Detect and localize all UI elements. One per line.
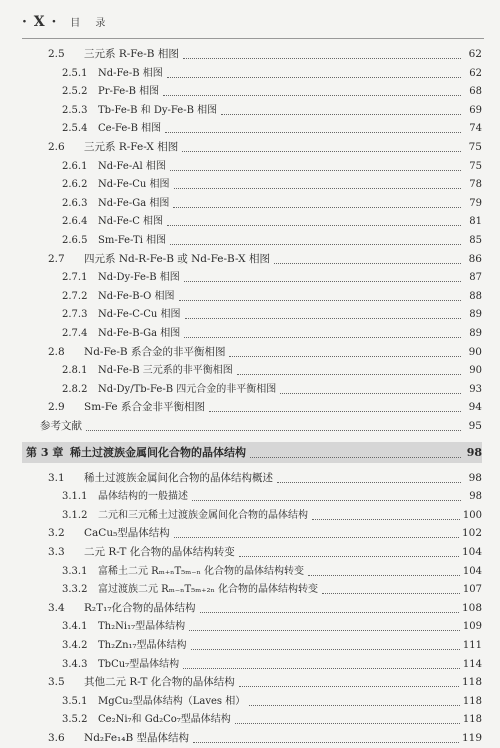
entry-page-number: 114 — [462, 658, 482, 670]
entry-number: 2.8.2 — [62, 383, 88, 395]
toc-entry[interactable] — [62, 487, 482, 506]
entry-page-number: 81 — [469, 216, 482, 228]
dot-leader — [167, 76, 461, 78]
entry-title: 四元系 Nd-R-Fe-B 或 Nd-Fe-B-X 相图 — [84, 252, 270, 265]
entry-number: 2.6.4 — [62, 216, 88, 228]
entry-title: Nd-Dy/Tb-Fe-B 四元合金的非平衡相图 — [98, 383, 277, 395]
toc-entry[interactable] — [48, 398, 482, 417]
chapter-entry[interactable] — [22, 442, 482, 463]
entry-number: 3.4.2 — [62, 640, 88, 651]
toc-entry[interactable] — [40, 417, 482, 436]
dot-leader — [280, 392, 461, 394]
entry-page-number: 107 — [462, 584, 482, 596]
dot-leader — [183, 667, 460, 669]
toc-entry[interactable] — [62, 64, 482, 83]
toc-entry[interactable] — [62, 194, 482, 213]
entry-page-number: 102 — [461, 527, 482, 540]
entry-page-number: 98 — [469, 491, 482, 503]
toc-entry[interactable] — [62, 710, 482, 729]
header-rule — [22, 38, 484, 39]
entry-number: 2.6.5 — [62, 235, 88, 246]
entry-title: Nd-Fe-B-Ga 相图 — [98, 328, 181, 339]
entry-number: 2.7.1 — [62, 272, 88, 284]
toc-entry[interactable] — [62, 157, 482, 176]
entry-title: Nd-Fe-C-Cu 相图 — [98, 309, 181, 321]
entry-number: 2.5 — [48, 48, 65, 60]
dot-leader — [221, 113, 461, 115]
entry-number: 2.7.3 — [62, 309, 88, 321]
entry-page-number: 104 — [462, 565, 482, 577]
entry-page-number: 104 — [461, 546, 482, 558]
entry-title: 晶体结构的一般描述 — [98, 491, 188, 503]
entry-title: Ce₂Ni₇和 Gd₂Co₇型晶体结构 — [98, 714, 231, 726]
dot-leader — [189, 629, 460, 631]
dot-leader — [174, 536, 459, 538]
entry-number: 3.1.1 — [62, 491, 88, 503]
dot-leader — [170, 169, 461, 171]
entry-number: 2.5.1 — [62, 67, 88, 79]
entry-page-number: 118 — [462, 695, 482, 707]
entry-page-number: 87 — [469, 272, 482, 284]
toc-entry[interactable] — [62, 692, 482, 711]
toc-entry[interactable] — [48, 673, 482, 692]
entry-title: 其他二元 R-T 化合物的晶体结构 — [84, 676, 235, 689]
entry-page-number: 119 — [461, 732, 482, 744]
toc-entry[interactable] — [48, 543, 482, 562]
entry-number: 3.5.1 — [62, 695, 88, 707]
entry-number: 2.6.3 — [62, 197, 88, 209]
entry-page-number: 118 — [462, 714, 482, 726]
entry-title: 参考文献 — [40, 420, 82, 432]
entry-title: Nd₂Fe₁₄B 型晶体结构 — [84, 732, 190, 744]
entry-page-number: 108 — [461, 601, 482, 614]
entry-title: Th₂Zn₁₇型晶体结构 — [98, 640, 187, 651]
entry-title: MgCu₂型晶体结构（Laves 相） — [98, 695, 246, 707]
entry-number: 2.8 — [48, 345, 65, 358]
dot-leader — [179, 299, 461, 301]
entry-page-number: 109 — [462, 621, 482, 633]
toc-entry[interactable] — [62, 361, 482, 380]
dot-leader — [182, 150, 461, 152]
entry-number: 2.5.2 — [62, 86, 88, 98]
entry-title: Nd-Fe-Ga 相图 — [98, 197, 170, 209]
entry-page-number: 62 — [469, 67, 482, 79]
dot-leader — [229, 355, 461, 357]
entry-page-number: 90 — [468, 345, 482, 358]
toc-entry[interactable] — [48, 250, 482, 269]
toc-entry[interactable] — [48, 469, 482, 488]
entry-page-number: 88 — [469, 290, 482, 302]
toc-entry[interactable] — [62, 212, 482, 231]
entry-page-number: 75 — [469, 160, 482, 172]
entry-title: CaCu₅型晶体结构 — [84, 527, 170, 540]
dot-leader — [277, 481, 461, 483]
entry-number: 3.1.2 — [62, 509, 88, 521]
dot-leader — [322, 592, 460, 594]
toc-entry[interactable] — [48, 45, 482, 64]
entry-page-number: 89 — [469, 309, 482, 321]
toc-entry[interactable] — [62, 231, 482, 250]
entry-number: 3.3 — [48, 546, 65, 558]
entry-title: 稀土过渡族金属间化合物的晶体结构 — [70, 445, 246, 459]
entry-number: 3.4 — [48, 601, 65, 614]
dot-leader — [184, 336, 461, 338]
dot-leader — [237, 373, 461, 375]
page-header — [22, 14, 111, 36]
entry-title: Nd-Fe-B-O 相图 — [98, 290, 175, 302]
dot-leader — [312, 518, 460, 520]
entry-page-number: 100 — [462, 509, 482, 521]
entry-title: Nd-Dy-Fe-B 相图 — [98, 272, 180, 284]
toc-entry[interactable] — [62, 580, 482, 599]
entry-number: 3.4.3 — [62, 658, 88, 670]
entry-number: 3.3.2 — [62, 584, 88, 596]
toc-entry[interactable] — [48, 729, 482, 748]
entry-number: 3.5.2 — [62, 714, 88, 726]
entry-title: Sm-Fe-Ti 相图 — [98, 235, 167, 246]
dot-leader — [173, 206, 461, 208]
dot-leader — [185, 317, 461, 319]
dot-leader — [235, 722, 460, 724]
dot-leader — [192, 499, 461, 501]
entry-title: Tb-Fe-B 和 Dy-Fe-B 相图 — [98, 104, 218, 116]
dot-leader — [209, 410, 461, 412]
toc-entry[interactable] — [62, 101, 482, 120]
entry-title: 富稀土二元 Rₘ₊ₙT₅ₘ₋ₙ 化合物的晶体结构转变 — [98, 565, 305, 577]
dot-leader — [274, 262, 461, 264]
entry-title: Nd-Fe-Cu 相图 — [98, 179, 170, 191]
toc-entry[interactable] — [48, 343, 482, 362]
entry-number: 2.6.1 — [62, 160, 88, 172]
entry-number: 2.6 — [48, 141, 65, 153]
dot-leader — [174, 187, 462, 189]
entry-title: Nd-Fe-B 系合金的非平衡相图 — [84, 345, 226, 358]
toc-entry[interactable] — [62, 655, 482, 674]
page-marker: · X · — [22, 14, 58, 30]
entry-number: 3.3.1 — [62, 565, 88, 577]
dot-leader — [193, 741, 459, 743]
entry-number: 2.5.4 — [62, 123, 88, 135]
entry-title: Nd-Fe-C 相图 — [98, 216, 164, 228]
running-title: 目 录 — [70, 18, 112, 29]
dot-leader — [191, 648, 460, 650]
toc-entry[interactable] — [62, 268, 482, 287]
toc-entry[interactable] — [62, 324, 482, 343]
toc-entry[interactable] — [62, 175, 482, 194]
toc-entry[interactable] — [62, 287, 482, 306]
entry-number: 2.5.3 — [62, 104, 88, 116]
dot-leader — [86, 429, 461, 431]
entry-page-number: 111 — [462, 640, 482, 651]
dot-leader — [200, 611, 459, 613]
entry-title: TbCu₇型晶体结构 — [98, 658, 180, 670]
dot-leader — [184, 280, 461, 282]
toc-entry[interactable] — [48, 599, 482, 618]
entry-page-number: 90 — [469, 365, 482, 377]
entry-page-number: 69 — [469, 104, 482, 116]
toc-entry[interactable] — [62, 82, 482, 101]
entry-title: Ce-Fe-B 相图 — [98, 123, 162, 135]
entry-page-number: 74 — [469, 123, 482, 135]
entry-page-number: 95 — [468, 420, 482, 432]
entry-page-number: 62 — [468, 48, 482, 60]
entry-number: 第 3 章 — [26, 445, 64, 459]
dot-leader — [239, 555, 459, 557]
entry-page-number: 98 — [468, 471, 482, 484]
entry-title: Nd-Fe-B 相图 — [98, 67, 163, 79]
entry-page-number: 94 — [468, 401, 482, 414]
entry-title: Sm-Fe 系合金非平衡相图 — [84, 401, 205, 414]
entry-number: 3.6 — [48, 732, 65, 744]
entry-page-number: 118 — [461, 676, 482, 689]
toc-entry[interactable] — [62, 562, 482, 581]
entry-page-number: 89 — [469, 328, 482, 339]
entry-number: 3.5 — [48, 676, 65, 689]
entry-number: 2.7 — [48, 252, 65, 265]
dot-leader — [170, 243, 461, 245]
entry-page-number: 75 — [468, 141, 482, 153]
entry-title: 三元系 R-Fe-X 相图 — [84, 141, 179, 153]
dot-leader — [239, 685, 459, 687]
entry-title: 三元系 R-Fe-B 相图 — [84, 48, 179, 60]
toc-entry[interactable] — [62, 380, 482, 399]
entry-number: 2.8.1 — [62, 365, 88, 377]
entry-page-number: 98 — [466, 445, 482, 459]
toc-entry[interactable] — [62, 617, 482, 636]
entry-page-number: 85 — [469, 235, 482, 246]
entry-title: 二元 R-T 化合物的晶体结构转变 — [84, 546, 235, 558]
entry-number: 3.4.1 — [62, 621, 88, 633]
entry-title: R₂T₁₇化合物的晶体结构 — [84, 601, 196, 614]
entry-page-number: 79 — [469, 197, 482, 209]
entry-page-number: 86 — [468, 252, 482, 265]
dot-leader — [165, 131, 461, 133]
dot-leader — [250, 456, 461, 458]
entry-title: Th₂Ni₁₇型晶体结构 — [98, 621, 186, 633]
entry-title: 二元和三元稀土过渡族金属间化合物的晶体结构 — [98, 509, 308, 521]
dot-leader — [163, 94, 461, 96]
dot-leader — [249, 704, 460, 706]
dot-leader — [167, 224, 461, 226]
entry-number: 3.2 — [48, 527, 65, 540]
entry-number: 2.9 — [48, 401, 65, 414]
entry-title: Pr-Fe-B 相图 — [98, 86, 160, 98]
entry-title: Nd-Fe-Al 相图 — [98, 160, 166, 172]
entry-number: 2.7.2 — [62, 290, 88, 302]
toc-entry[interactable] — [62, 506, 482, 525]
dot-leader — [183, 57, 461, 59]
toc-entry[interactable] — [48, 524, 482, 543]
toc-entry[interactable] — [62, 305, 482, 324]
toc-entry[interactable] — [48, 138, 482, 157]
entry-title: Nd-Fe-B 三元系的非平衡相图 — [98, 365, 233, 377]
toc-entry[interactable] — [62, 119, 482, 138]
entry-page-number: 68 — [469, 86, 482, 98]
entry-title: 富过渡族二元 Rₘ₋ₙT₅ₘ₊₂ₙ 化合物的晶体结构转变 — [98, 584, 319, 596]
entry-page-number: 93 — [469, 383, 482, 395]
entry-page-number: 78 — [469, 179, 482, 191]
dot-leader — [308, 574, 460, 576]
entry-number: 3.1 — [48, 471, 65, 484]
toc-entry[interactable] — [62, 636, 482, 655]
entry-number: 2.7.4 — [62, 328, 88, 339]
entry-title: 稀土过渡族金属间化合物的晶体结构概述 — [84, 471, 273, 484]
entry-number: 2.6.2 — [62, 179, 88, 191]
